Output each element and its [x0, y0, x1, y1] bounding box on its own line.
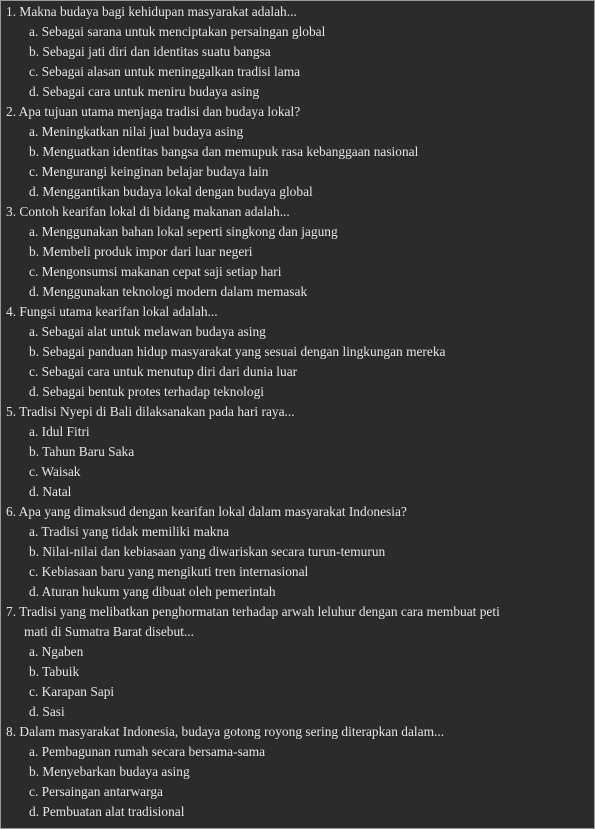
answer-option: b. Sebagai panduan hidup masyarakat yang sesuai dengan lingkungan mereka	[29, 344, 446, 359]
question-6	[1, 502, 594, 602]
question-text	[1, 402, 594, 422]
answer-option: a. Sebagai sarana untuk menciptakan persaingan global	[29, 24, 326, 39]
question-label: Apa yang dimaksud dengan kearifan lokal dalam masyarakat Indonesia?	[18, 504, 407, 519]
answer-option: b. Membeli produk impor dari luar negeri	[29, 244, 253, 259]
question-8	[1, 722, 594, 822]
answer-option: c. Kebiasaan baru yang mengikuti tren internasional	[29, 564, 309, 579]
question-5	[1, 402, 594, 502]
answer-option: c. Sebagai cara untuk menutup diri dari dunia luar	[29, 364, 298, 379]
question-text	[1, 602, 594, 622]
answer-option: b. Sebagai jati diri dan identitas suatu bangsa	[29, 44, 271, 59]
question-label: Tradisi yang melibatkan penghormatan terhadap arwah leluhur dengan cara membuat peti	[19, 604, 500, 619]
question-number: 1.	[6, 4, 17, 19]
question-text	[1, 722, 594, 742]
question-1	[1, 2, 594, 102]
question-number: 3.	[6, 204, 17, 219]
answer-option: c. Mengonsumsi makanan cepat saji setiap hari	[29, 264, 282, 279]
question-text	[1, 102, 594, 122]
answer-option: d. Sebagai bentuk protes terhadap teknologi	[29, 384, 265, 399]
answer-option: a. Tradisi yang tidak memiliki makna	[29, 524, 230, 539]
answer-option: a. Meningkatkan nilai jual budaya asing	[29, 124, 244, 139]
question-7	[1, 602, 594, 722]
answer-option: a. Sebagai alat untuk melawan budaya asing	[29, 324, 266, 339]
answer-option: c. Persaingan antarwarga	[29, 784, 163, 799]
question-label: Dalam masyarakat Indonesia, budaya gotong royong sering diterapkan dalam...	[19, 724, 445, 739]
answer-option: c. Mengurangi keinginan belajar budaya lain	[29, 164, 269, 179]
question-text	[1, 302, 594, 322]
question-4	[1, 302, 594, 402]
answer-option: a. Menggunakan bahan lokal seperti singkong dan jagung	[29, 224, 338, 239]
answer-option: b. Nilai-nilai dan kebiasaan yang diwariskan secara turun-temurun	[29, 544, 386, 559]
answer-option: c. Karapan Sapi	[29, 684, 115, 699]
answer-option: d. Pembuatan alat tradisional	[29, 804, 185, 819]
question-label: Apa tujuan utama menjaga tradisi dan budaya lokal?	[18, 104, 301, 119]
question-label: Tradisi Nyepi di Bali dilaksanakan pada hari raya...	[19, 404, 295, 419]
question-text	[1, 202, 594, 222]
question-text	[1, 2, 594, 22]
answer-option: d. Sebagai cara untuk meniru budaya asing	[29, 84, 260, 99]
answer-option: b. Menyebarkan budaya asing	[29, 764, 190, 779]
answer-option: d. Sasi	[29, 704, 65, 719]
question-label: Fungsi utama kearifan lokal adalah...	[19, 304, 218, 319]
question-3	[1, 202, 594, 302]
answer-option: d. Menggantikan budaya lokal dengan budaya global	[29, 184, 313, 199]
question-number: 7.	[6, 604, 17, 619]
question-label: Makna budaya bagi kehidupan masyarakat adalah...	[19, 4, 297, 19]
question-2	[1, 102, 594, 202]
question-number: 2.	[6, 104, 17, 119]
answer-option: d. Natal	[29, 484, 72, 499]
question-number: 8.	[6, 724, 17, 739]
question-text-continued: mati di Sumatra Barat disebut...	[24, 624, 194, 639]
answer-option: d. Aturan hukum yang dibuat oleh pemerintah	[29, 584, 276, 599]
question-number: 6.	[6, 504, 17, 519]
answer-option: c. Waisak	[29, 464, 81, 479]
question-number: 5.	[6, 404, 17, 419]
answer-option: a. Ngaben	[29, 644, 84, 659]
question-label: Contoh kearifan lokal di bidang makanan adalah...	[19, 204, 290, 219]
answer-option: a. Pembagunan rumah secara bersama-sama	[29, 744, 266, 759]
answer-option: a. Idul Fitri	[29, 424, 90, 439]
question-text	[1, 502, 594, 522]
answer-option: b. Tahun Baru Saka	[29, 444, 135, 459]
question-number: 4.	[6, 304, 17, 319]
answer-option: d. Menggunakan teknologi modern dalam memasak	[29, 284, 308, 299]
answer-option: b. Tabuik	[29, 664, 80, 679]
answer-option: b. Menguatkan identitas bangsa dan memupuk rasa kebanggaan nasional	[29, 144, 419, 159]
answer-option: c. Sebagai alasan untuk meninggalkan tradisi lama	[29, 64, 301, 79]
question-list	[1, 1, 594, 822]
